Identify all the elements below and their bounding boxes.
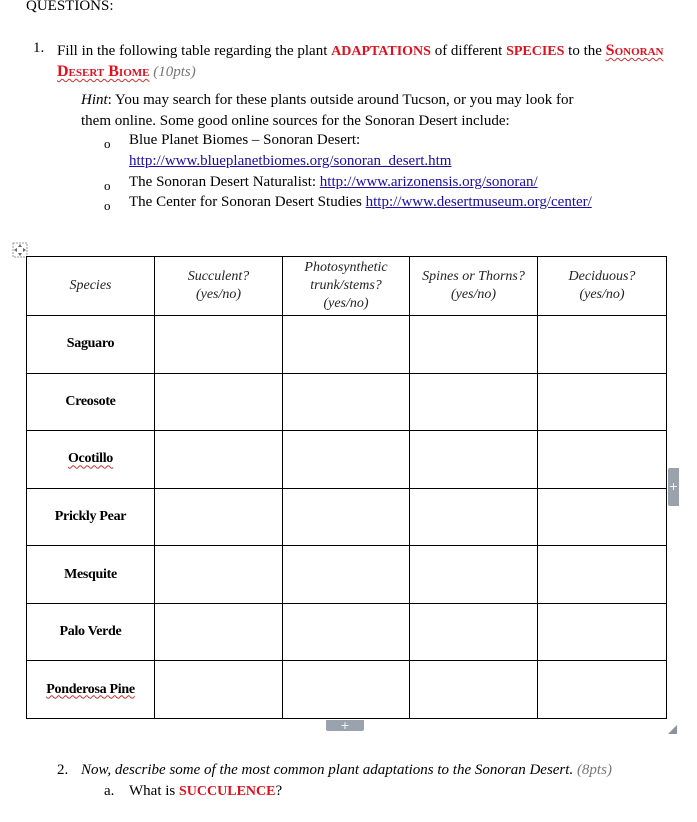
source-link-desertmuseum[interactable]: http://www.desertmuseum.org/center/ — [365, 194, 592, 210]
species-palo-verde: Palo Verde — [27, 603, 155, 661]
q1-text-line2 — [57, 62, 196, 82]
source-name — [129, 194, 592, 211]
species-saguaro: Saguaro — [27, 316, 155, 374]
q1-species: SPECIES — [506, 44, 565, 59]
header-label: Spines or Thorns? — [422, 269, 525, 284]
q1-text-b: of different — [430, 43, 507, 59]
header-photosynthetic — [283, 257, 410, 316]
species-prickly-pear: Prickly Pear — [27, 488, 155, 546]
bullet-icon: o — [104, 178, 111, 193]
table-row — [27, 373, 667, 431]
header-species — [27, 257, 155, 316]
hint-block — [81, 90, 681, 132]
hint-line2: them online. Some good online sources for the Sonoran Desert include: — [81, 113, 510, 129]
answer-cell[interactable] — [410, 661, 538, 719]
hint-line-1: Hint: You may search for these plants outside around Tucson, or you may look for — [81, 92, 574, 108]
answer-cell[interactable] — [283, 546, 410, 604]
answer-cell[interactable] — [283, 431, 410, 489]
q2-points: (8pts) — [576, 762, 612, 778]
q2a-end: ? — [275, 783, 283, 799]
q2a-label: a. — [104, 783, 115, 799]
answer-cell[interactable] — [283, 661, 410, 719]
answer-cell[interactable] — [538, 316, 667, 374]
q1-text-c: to the — [564, 43, 606, 59]
header-sub: (yes/no) — [579, 287, 625, 302]
table-row — [27, 488, 667, 546]
add-row-plus-icon[interactable]: + — [326, 720, 364, 731]
header-sub: (yes/no) — [323, 296, 369, 311]
species-label: Ocotillo — [67, 451, 114, 467]
bullet-icon: o — [104, 198, 111, 213]
answer-cell[interactable] — [538, 661, 667, 719]
source-name-text: The Sonoran Desert Naturalist: — [129, 174, 320, 190]
bullet-icon: o — [104, 136, 111, 151]
table-header-row — [27, 257, 667, 316]
answer-cell[interactable] — [538, 546, 667, 604]
answer-cell[interactable] — [410, 603, 538, 661]
q1-adaptations: ADAPTATIONS — [331, 44, 431, 59]
species-ponderosa-pine — [27, 661, 155, 719]
header-label: Succulent? — [187, 269, 250, 284]
q1-desert-biome: Desert Biome — [57, 63, 150, 80]
answer-cell[interactable] — [155, 431, 283, 489]
source-link-blueplanet[interactable]: http://www.blueplanetbiomes.org/sonoran_desert.htm — [129, 153, 452, 169]
answer-cell[interactable] — [410, 546, 538, 604]
header-sub: (yes/no) — [450, 287, 497, 302]
q1-points: (10pts) — [153, 64, 196, 80]
answer-cell[interactable] — [283, 316, 410, 374]
answer-cell[interactable] — [155, 603, 283, 661]
q2-number: 2. — [57, 762, 69, 778]
q1-sonoran: Sonoran — [605, 42, 664, 59]
table-row — [27, 431, 667, 489]
answer-cell[interactable] — [538, 431, 667, 489]
answer-cell[interactable] — [155, 488, 283, 546]
answer-cell[interactable] — [538, 373, 667, 431]
header-label: Photosynthetic — [304, 260, 388, 275]
answer-cell[interactable] — [283, 603, 410, 661]
header-spines — [410, 257, 538, 316]
species-mesquite: Mesquite — [27, 546, 155, 604]
answer-cell[interactable] — [538, 488, 667, 546]
header-sub: (yes/no) — [195, 287, 242, 302]
q2-text-line — [81, 762, 612, 779]
q2-text: Now, describe some of the most common plant adaptations to the Sonoran Desert. — [81, 762, 574, 778]
header-succulent — [155, 257, 283, 316]
answer-cell[interactable] — [155, 373, 283, 431]
q1-text — [57, 40, 677, 63]
answer-cell[interactable] — [410, 373, 538, 431]
answer-cell[interactable] — [538, 603, 667, 661]
header-label: Species — [69, 278, 112, 293]
source-name — [129, 174, 538, 191]
table-row — [27, 603, 667, 661]
answer-cell[interactable] — [155, 661, 283, 719]
adaptations-table — [26, 256, 667, 719]
answer-cell[interactable] — [283, 373, 410, 431]
q2a-text-line — [129, 783, 282, 800]
q1-number: 1. — [33, 40, 45, 56]
q2a-text: What is — [129, 783, 179, 799]
answer-cell[interactable] — [410, 431, 538, 489]
source-name: Blue Planet Biomes – Sonoran Desert: — [129, 132, 361, 148]
source-name-text: The Center for Sonoran Desert Studies — [129, 194, 366, 210]
species-creosote: Creosote — [27, 373, 155, 431]
answer-cell[interactable] — [155, 546, 283, 604]
header-deciduous — [538, 257, 667, 316]
table-row — [27, 316, 667, 374]
answer-cell[interactable] — [155, 316, 283, 374]
add-column-plus-icon[interactable]: + — [668, 468, 679, 506]
answer-cell[interactable] — [410, 488, 538, 546]
q1-text-a: Fill in the following table regarding the plant — [57, 43, 332, 59]
hint-line1: You may search for these plants outside around Tucson, or you may look for — [115, 92, 574, 108]
hint-label: Hint — [81, 92, 108, 108]
source-link-arizonensis[interactable]: http://www.arizonensis.org/sonoran/ — [319, 174, 538, 190]
header-label-2: trunk/stems? — [310, 278, 382, 293]
species-ocotillo — [27, 431, 155, 489]
table-row — [27, 546, 667, 604]
answer-cell[interactable] — [410, 316, 538, 374]
table-row — [27, 661, 667, 719]
questions-heading: QUESTIONS: — [26, 0, 114, 14]
header-label: Deciduous? — [568, 269, 636, 284]
q2a-succulence: SUCCULENCE — [179, 784, 276, 799]
table-resize-handle-icon[interactable] — [668, 722, 677, 731]
answer-cell[interactable] — [283, 488, 410, 546]
species-label: Ponderosa Pine — [46, 681, 135, 697]
